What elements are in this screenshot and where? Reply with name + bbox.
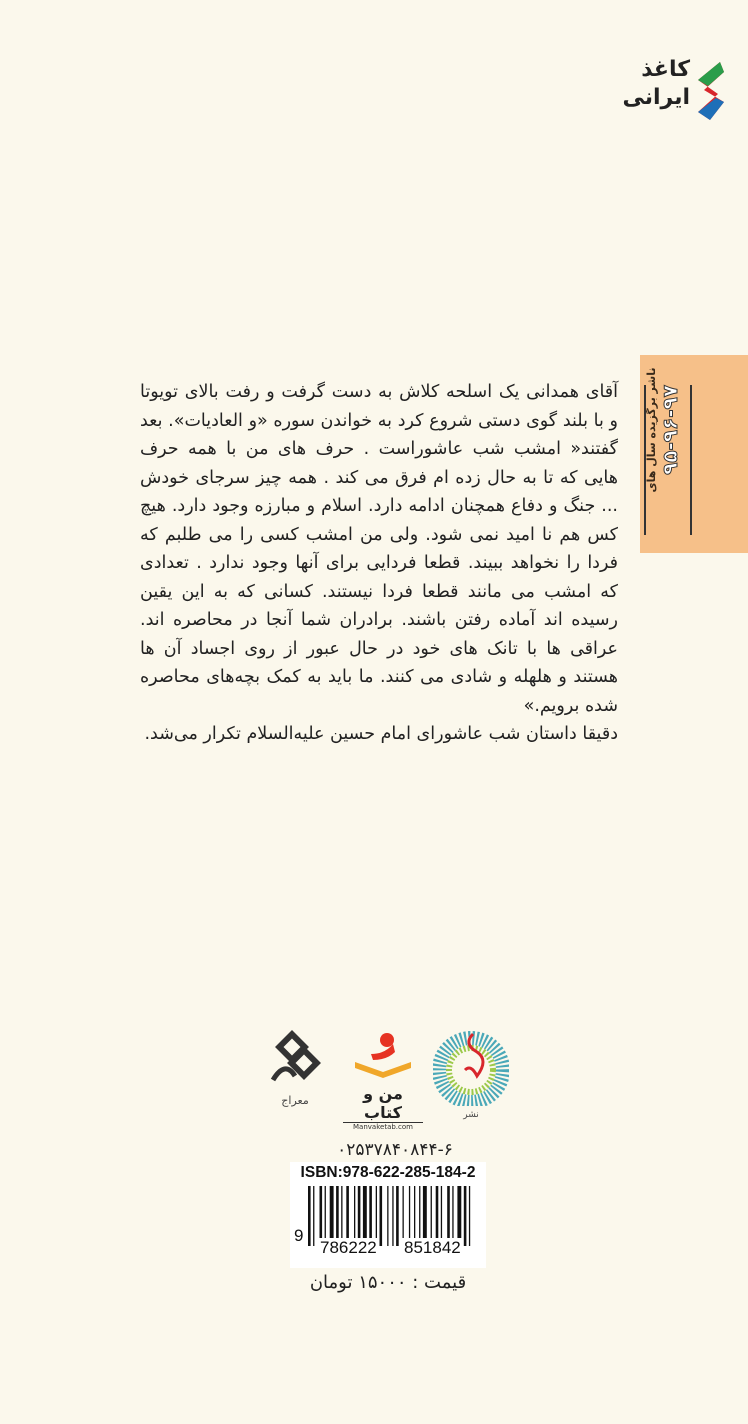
barcode-bar bbox=[330, 1186, 334, 1246]
excerpt-closing: دقیقا داستان شب عاشورای امام حسین علیه‌السلام تکرار می‌شد. bbox=[144, 724, 618, 744]
barcode-bar bbox=[346, 1186, 349, 1246]
award-title: ناشر برگزیده سال های bbox=[645, 367, 658, 493]
manvaketab-logo-icon bbox=[351, 1030, 415, 1080]
barcode-bar bbox=[320, 1186, 323, 1246]
meraj-logo-icon bbox=[265, 1030, 325, 1090]
barcode-bar bbox=[431, 1186, 432, 1246]
barcode-bar bbox=[369, 1186, 372, 1246]
excerpt-paragraph: آقای همدانی یک اسلحه کلاش به دست گرفت و رفت بالای تویوتا و با بلند گوی دستی شروع کرد به خواندن سوره «و العادیات». بعد گفتند« امشب شب عاشوراست . حرف های من با همه حرف هایی که تا به حال زده ام فرق می کند . همه چیز سرجای خودش ... جنگ و دفاع همچنان ادامه دارد. اسلام و مبارزه وجود دارد. هیچ کس هم نا امید نمی شود. ولی من امشب کسی را می طلبم که فردا را نخواهد ببیند. قطعا فردایی برای آنها وجود ندارد . تعدادی که امشب می مانند قطعا فردا نیستند. کسانی که به این یقین رسیده اند آماده رفتن باشند. برادران شما آنجا در محاصره اند. عراقی ها با تانک های خود در حال عبور از روی اجساد آن ها هستند و هلهله و شادی می کنند. ما باید به کمک بچه‌های محاصره شده برویم.» bbox=[140, 382, 618, 716]
barcode-bar bbox=[336, 1186, 339, 1246]
publisher-logo-mark-icon bbox=[690, 58, 726, 124]
barcode-bar bbox=[380, 1186, 383, 1246]
price: قیمت : ۱۵۰۰۰ تومان bbox=[309, 1272, 467, 1293]
barcode-bar bbox=[308, 1186, 311, 1246]
barcode-bar bbox=[376, 1186, 377, 1246]
barcode-bar bbox=[469, 1186, 470, 1246]
barcode-bar bbox=[325, 1186, 326, 1246]
barcode-bar bbox=[403, 1186, 404, 1246]
barcode: ISBN:978-622-285-184-2 9 786222 851842 bbox=[290, 1162, 486, 1268]
third-publisher-logo-icon bbox=[433, 1030, 509, 1106]
barcode-bar bbox=[363, 1186, 367, 1246]
barcode-bar bbox=[423, 1186, 427, 1246]
excerpt bbox=[140, 378, 618, 749]
barcode-bar bbox=[464, 1186, 467, 1246]
meraj-logo: معراج bbox=[255, 1030, 335, 1120]
barcode-bar bbox=[341, 1186, 342, 1246]
barcode-bar bbox=[419, 1186, 420, 1246]
barcode-bars-icon bbox=[308, 1186, 476, 1246]
barcode-bar bbox=[447, 1186, 450, 1246]
third-publisher-logo: نشر bbox=[431, 1030, 511, 1120]
barcode-bar bbox=[358, 1186, 361, 1246]
barcode-bar bbox=[441, 1186, 442, 1246]
barcode-bar bbox=[396, 1186, 399, 1246]
barcode-bar bbox=[392, 1186, 393, 1246]
publisher-logo-text: کاغذ ایرانی bbox=[622, 57, 690, 110]
barcode-bar bbox=[452, 1186, 453, 1246]
award-tab bbox=[640, 355, 748, 553]
isbn: ISBN:978-622-285-184-2 bbox=[300, 1164, 476, 1181]
barcode-bar bbox=[457, 1186, 461, 1246]
barcode-bar bbox=[414, 1186, 415, 1246]
publisher-logos bbox=[255, 1030, 515, 1131]
publisher-logo bbox=[622, 52, 734, 132]
award-years: ۹۵-۹۶-۹۷ bbox=[658, 385, 682, 475]
barcode-bar bbox=[436, 1186, 439, 1246]
phone-number: ۰۲۵۳۷۸۴۰۸۴۴-۶ bbox=[337, 1140, 453, 1160]
barcode-bar bbox=[354, 1186, 355, 1246]
manvaketab-logo: من و کتاب Manvaketab.com bbox=[343, 1030, 423, 1120]
barcode-bar bbox=[313, 1186, 314, 1246]
barcode-bar bbox=[387, 1186, 388, 1246]
barcode-bar bbox=[409, 1186, 410, 1246]
